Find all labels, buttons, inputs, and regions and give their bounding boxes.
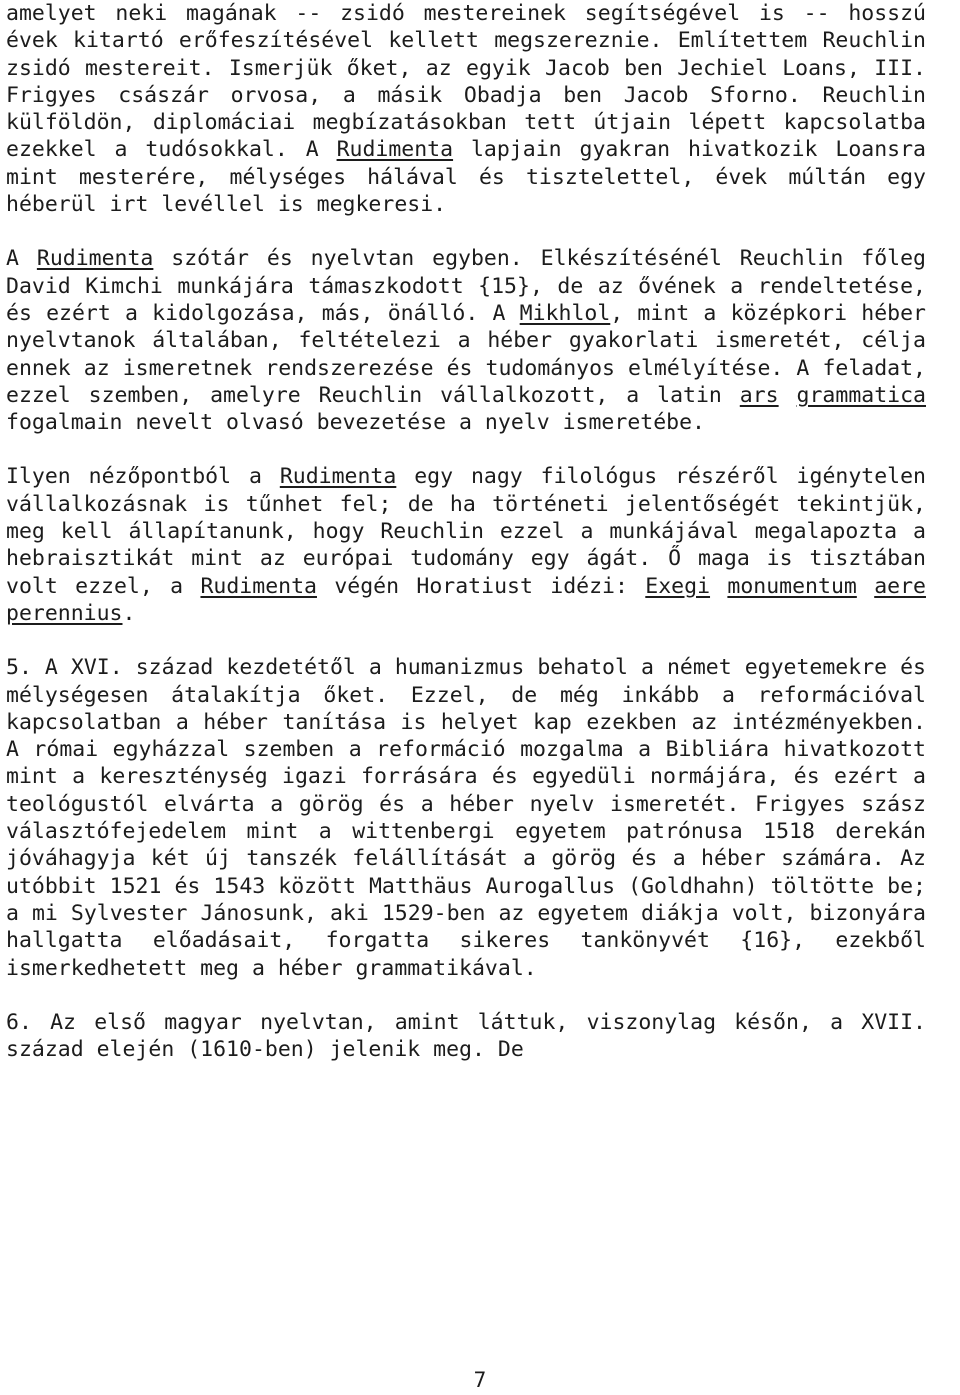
text-run: 6. Az első magyar nyelvtan, amint láttuk, viszonylag későn, a XVII. század elején (1610-ben) jelenik meg. De <box>6 1009 926 1063</box>
underlined-title: Rudimenta <box>279 464 397 490</box>
underlined-title: ars <box>739 382 779 408</box>
underlined-title: Exegi <box>645 573 711 599</box>
text-run <box>710 574 727 599</box>
underlined-title: monumentum <box>727 573 857 599</box>
underlined-title: Rudimenta <box>336 137 454 163</box>
paragraph-gap <box>6 436 926 463</box>
underlined-title: grammatica <box>796 382 926 408</box>
text-run: Ilyen nézőpontból a <box>6 464 280 490</box>
underlined-title: Mikhlol <box>519 300 611 326</box>
underlined-title: perennius <box>6 600 123 626</box>
paragraph <box>6 463 926 627</box>
underlined-title: Rudimenta <box>200 573 317 599</box>
text-run <box>857 574 874 599</box>
document-body <box>6 0 926 1063</box>
paragraph <box>6 654 926 982</box>
text-run: , mint a középkori héber nyelvtanok általában, feltételezi a héber gyakorlati ismeretét, célja ennek az ismeretnek rendszerezése és tudományos elmélyítése. A feladat, ezzel szemben, amelyre Reuchlin vállalkozott, a latin <box>6 300 926 408</box>
text-run: fogalmain nevelt olvasó bevezetése a nyelv ismeretébe. <box>6 410 705 436</box>
paragraph-gap <box>6 982 926 1009</box>
paragraph-gap <box>6 218 926 245</box>
underlined-title: aere <box>874 573 926 599</box>
text-run: 5. A XVI. század kezdetétől a humanizmus behatol a német egyetemekre és mélységesen átalakítja őket. Ezzel, de még inkább a reformációval kapcsolatban a héber tanítása is helyet kap ezekben az intézményekben. A római egyházzal szemben a reformáció mozgalma a Bibliára hivatkozott mint a kereszténység igazi forrására és egyedüli normájára, és ezért a teológustól elvárta a görög és a héber nyelv ismeretét. Frigyes szász választófejedelem mint a wittenbergi egyetem patrónusa 1518 derekán jóváhagyja két új tanszék felállítását a görög és a héber számára. Az utóbbit 1521 és 1543 között Matthäus Aurogallus (Goldhahn) töltötte be; a mi Sylvester Jánosunk, aki 1529-ben az egyetem diákja volt, bizonyára hallgatta előadásait, forgatta sikeres tankönyvét {16}, ezekből ismerkedhetett meg a héber grammatikával. <box>6 655 926 981</box>
text-run: . <box>122 600 136 626</box>
text-run: végén Horatiust idézi: <box>316 573 646 599</box>
text-run: A <box>6 246 37 272</box>
paragraph <box>6 1009 926 1064</box>
text-run: egy nagy filológus részéről igénytelen vállalkozásnak is tűnhet fel; de ha történeti jelentőségét tekintjük, meg kell állapítanunk, hogy Reuchlin ezzel a munkájával megalapozta a hebraisztikát mint az európai tudomány egy ágát. Ő maga is tisztában volt ezzel, a <box>6 464 926 599</box>
paragraph <box>6 0 926 218</box>
underlined-title: Rudimenta <box>36 246 154 272</box>
page-number: 7 <box>473 1368 487 1392</box>
text-run: lapjain gyakran hivatkozik Loansra mint mesterére, mélységes hálával és tisztelettel, évek múltán egy héberül irt levéllel is megkeresi. <box>6 137 926 218</box>
text-run: amelyet neki magának -- zsidó mestereinek segítségével is -- hosszú évek kitartó erőfeszítésével kellett megszereznie. Említettem Reuchlin zsidó mestereit. Ismerjük őket, az egyik Jacob ben Jechiel Loans, III. Frigyes császár orvosa, a másik Obadja ben Jacob Sforno. Reuchlin külföldön, diplomáciai megbízatásokban tett útjain lépett kapcsolatba ezekkel a tudósokkal. A <box>6 1 926 163</box>
paragraph-gap <box>6 627 926 654</box>
text-run: szótár és nyelvtan egyben. Elkészítésénél Reuchlin főleg David Kimchi munkájára támaszkodott {15}, de az ővének a rendeltetése, és ezért a kidolgozása, más, önálló. A <box>6 246 926 326</box>
paragraph <box>6 245 926 436</box>
text-run <box>779 383 797 408</box>
